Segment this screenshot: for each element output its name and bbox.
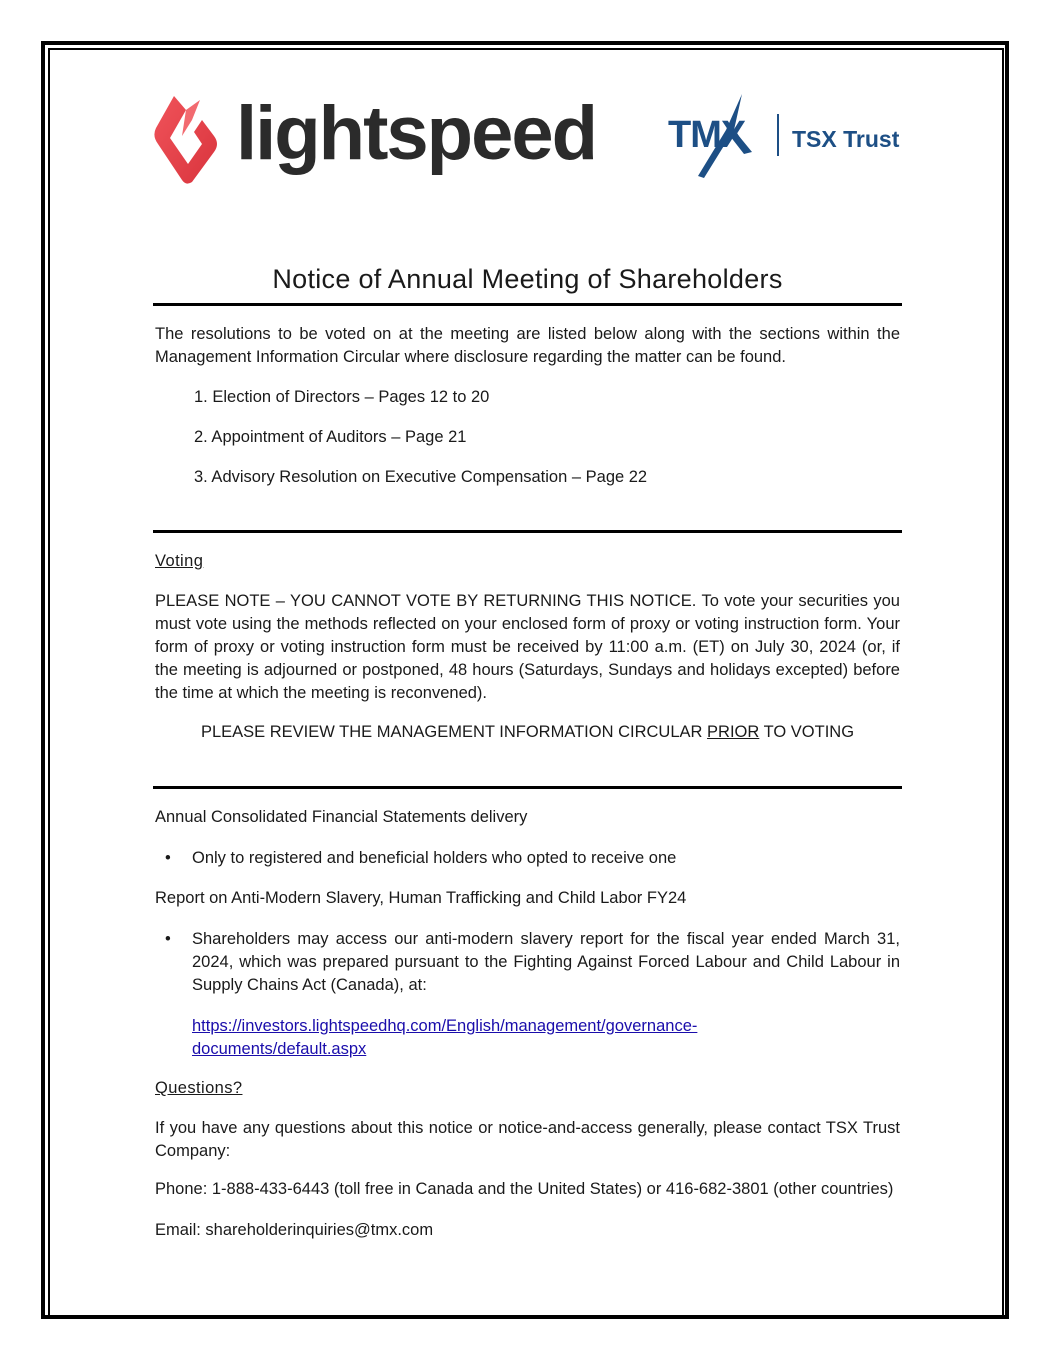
phone-line: Phone: 1-888-433-6443 (toll free in Canada and the United States) or 416-682-3801 (other countries) (155, 1180, 894, 1198)
lightspeed-logo (152, 91, 597, 192)
review-notice-emphasis: PRIOR (707, 723, 760, 741)
voting-paragraph: PLEASE NOTE – YOU CANNOT VOTE BY RETURNING THIS NOTICE. To vote your securities you must vote using the methods reflected on your enclosed form of proxy or voting instruction form. Your form of proxy or voting instruction form must be received by 11:00 a.m. (ET) on July 30, 2024 (or, if the meeting is adjourned or postponed, 48 hours (Saturdays, Sundays and holidays excepted) before the time at which the meeting is reconvened). (155, 592, 900, 702)
lightspeed-wordmark: lightspeed (236, 91, 597, 176)
title-divider (153, 303, 902, 306)
page-title: Notice of Annual Meeting of Shareholders (272, 264, 783, 294)
section-divider (153, 530, 902, 533)
report-link-line2[interactable]: documents/default.aspx (192, 1040, 367, 1058)
intro-paragraph: The resolutions to be voted on at the meeting are listed below along with the sections within the Management Information Circular where disclosure regarding the matter can be found. (155, 325, 900, 366)
resolution-item: 3. Advisory Resolution on Executive Compensation – Page 22 (194, 468, 648, 486)
tmx-wordmark: TMX (668, 114, 746, 156)
section-divider (153, 786, 902, 789)
lightspeed-flame-icon (152, 94, 222, 190)
email-line: Email: shareholderinquiries@tmx.com (155, 1221, 434, 1239)
bullet-icon: • (165, 930, 171, 948)
bullet-icon: • (165, 849, 171, 867)
review-notice-start: PLEASE REVIEW THE MANAGEMENT INFORMATION CIRCULAR (200, 723, 708, 741)
resolution-item: 2. Appointment of Auditors – Page 21 (194, 428, 467, 446)
questions-heading: Questions? (155, 1079, 243, 1097)
tmx-tsx-trust-logo (668, 92, 908, 184)
tmx-swoosh-icon (682, 92, 762, 184)
tsx-trust-wordmark: TSX Trust (792, 126, 900, 152)
financial-heading: Annual Consolidated Financial Statements delivery (155, 808, 528, 826)
slavery-bullet: Shareholders may access our anti-modern slavery report for the fiscal year ended March 31, 2024, which was prepared pursuant to the Fighting Against Forced Labour and Child Labour in Supply Chains Act (Canada), at: (192, 930, 900, 994)
review-notice (153, 721, 902, 744)
report-link[interactable] (192, 1015, 792, 1061)
report-link-line1[interactable]: https://investors.lightspeedhq.com/English/management/governance- (192, 1017, 698, 1035)
questions-paragraph: If you have any questions about this notice or notice-and-access generally, please contact TSX Trust Company: (155, 1119, 900, 1160)
voting-heading: Voting (155, 552, 204, 570)
review-notice-end: TO VOTING (759, 723, 855, 741)
resolution-item: 1. Election of Directors – Pages 12 to 20 (194, 388, 490, 406)
logo-divider (777, 114, 779, 156)
financial-bullet: Only to registered and beneficial holders who opted to receive one (192, 849, 677, 867)
slavery-heading: Report on Anti-Modern Slavery, Human Trafficking and Child Labor FY24 (155, 889, 687, 907)
